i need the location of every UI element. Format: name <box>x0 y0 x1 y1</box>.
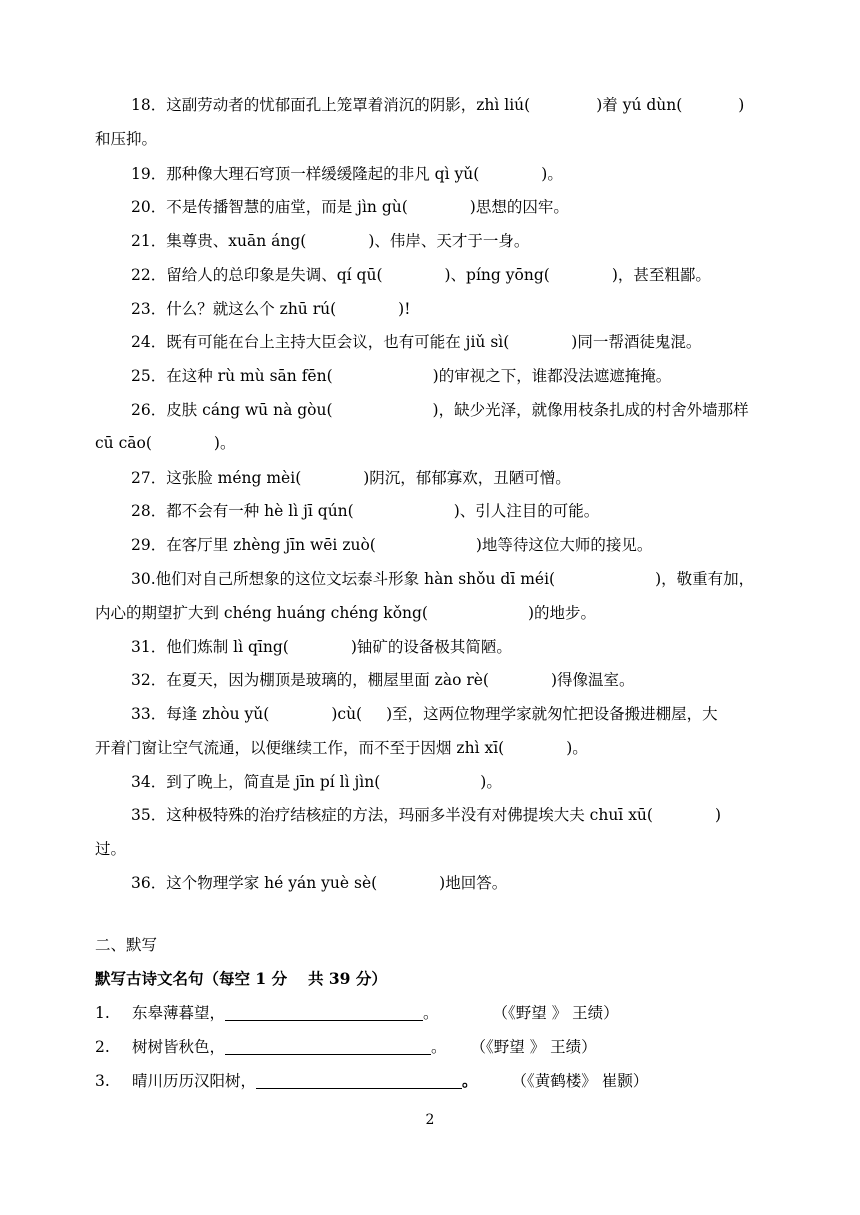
recite-item-1: 1. 东皋薄暮望， 。 （《野望 》 王绩） <box>95 1004 619 1022</box>
question-20: 20．不是传播智慧的庙堂，而是 jìn gù( )思想的囚牢。 <box>131 198 569 216</box>
answer-blank[interactable] <box>225 1002 423 1021</box>
question-35-cont: 过。 <box>95 840 127 858</box>
question-29: 29．在客厅里 zhèng jīn wēi zuò( )地等待这位大师的接见。 <box>131 536 653 554</box>
question-34: 34．到了晚上，简直是 jīn pí lì jìn( )。 <box>131 773 502 791</box>
question-27: 27．这张脸 méng mèi( )阴沉，郁郁寡欢，丑陋可憎。 <box>131 469 571 487</box>
question-32: 32．在夏天，因为棚顶是玻璃的，棚屋里面 zào rè( )得像温室。 <box>131 671 635 689</box>
recite-item-3: 3. 晴川历历汉阳树， 。 （《黄鹤楼》 崔颢） <box>95 1071 649 1090</box>
question-35: 35．这种极特殊的治疗结核症的方法，玛丽多半没有对佛提埃大夫 chuī xū( ) <box>131 806 722 824</box>
question-26: 26．皮肤 cáng wū nà gòu( )，缺少光泽，就像用枝条扎成的村舍外墙那样 <box>131 401 749 419</box>
answer-blank[interactable] <box>225 1036 431 1055</box>
question-30-cont: 内心的期望扩大到 chéng huáng chéng kǒng( )的地步。 <box>95 604 597 622</box>
section-subheading: 默写古诗文名句（每空 1 分 共 39 分） <box>95 969 387 988</box>
question-18: 18．这副劳动者的忧郁面孔上笼罩着消沉的阴影，zhì liú( )着 yú dùn( ) <box>131 96 745 114</box>
question-23: 23．什么？就这么个 zhū rú( )! <box>131 300 411 318</box>
question-31: 31．他们炼制 lì qīng( )铀矿的设备极其简陋。 <box>131 638 512 656</box>
section-heading: 二、默写 <box>95 936 158 954</box>
page-number: 2 <box>425 1112 435 1128</box>
question-18-cont: 和压抑。 <box>95 130 158 148</box>
question-22: 22．留给人的总印象是失调、qí qū( )、píng yōng( )，甚至粗鄙。 <box>131 266 711 284</box>
question-26-cont: cū cāo( )。 <box>95 434 236 452</box>
question-30: 30.他们对自己所想象的这位文坛泰斗形象 hàn shǒu dī méi( )，敬重有加， <box>131 570 755 588</box>
question-24: 24．既有可能在台上主持大臣会议，也有可能在 jiǔ sì( )同一帮酒徒鬼混。 <box>131 333 702 351</box>
question-19: 19．那种像大理石穹顶一样缓缓隆起的非凡 qì yǔ( )。 <box>131 165 563 183</box>
question-25: 25．在这种 rù mù sān fēn( )的审视之下，谁都没法遮遮掩掩。 <box>131 367 672 385</box>
question-36: 36．这个物理学家 hé yán yuè sè( )地回答。 <box>131 874 508 892</box>
recite-item-2: 2. 树树皆秋色， 。 （《野望 》 王绩） <box>95 1038 597 1056</box>
question-33: 33．每逢 zhòu yǔ( )cù( )至，这两位物理学家就匆忙把设备搬进棚屋，大 <box>131 705 718 723</box>
question-33-cont: 开着门窗让空气流通，以便继续工作，而不至于因烟 zhì xī( )。 <box>95 739 588 757</box>
answer-blank[interactable] <box>256 1070 462 1089</box>
question-21: 21．集尊贵、xuān áng( )、伟岸、天才于一身。 <box>131 232 530 250</box>
question-28: 28．都不会有一种 hè lì jī qún( )、引人注目的可能。 <box>131 502 600 520</box>
